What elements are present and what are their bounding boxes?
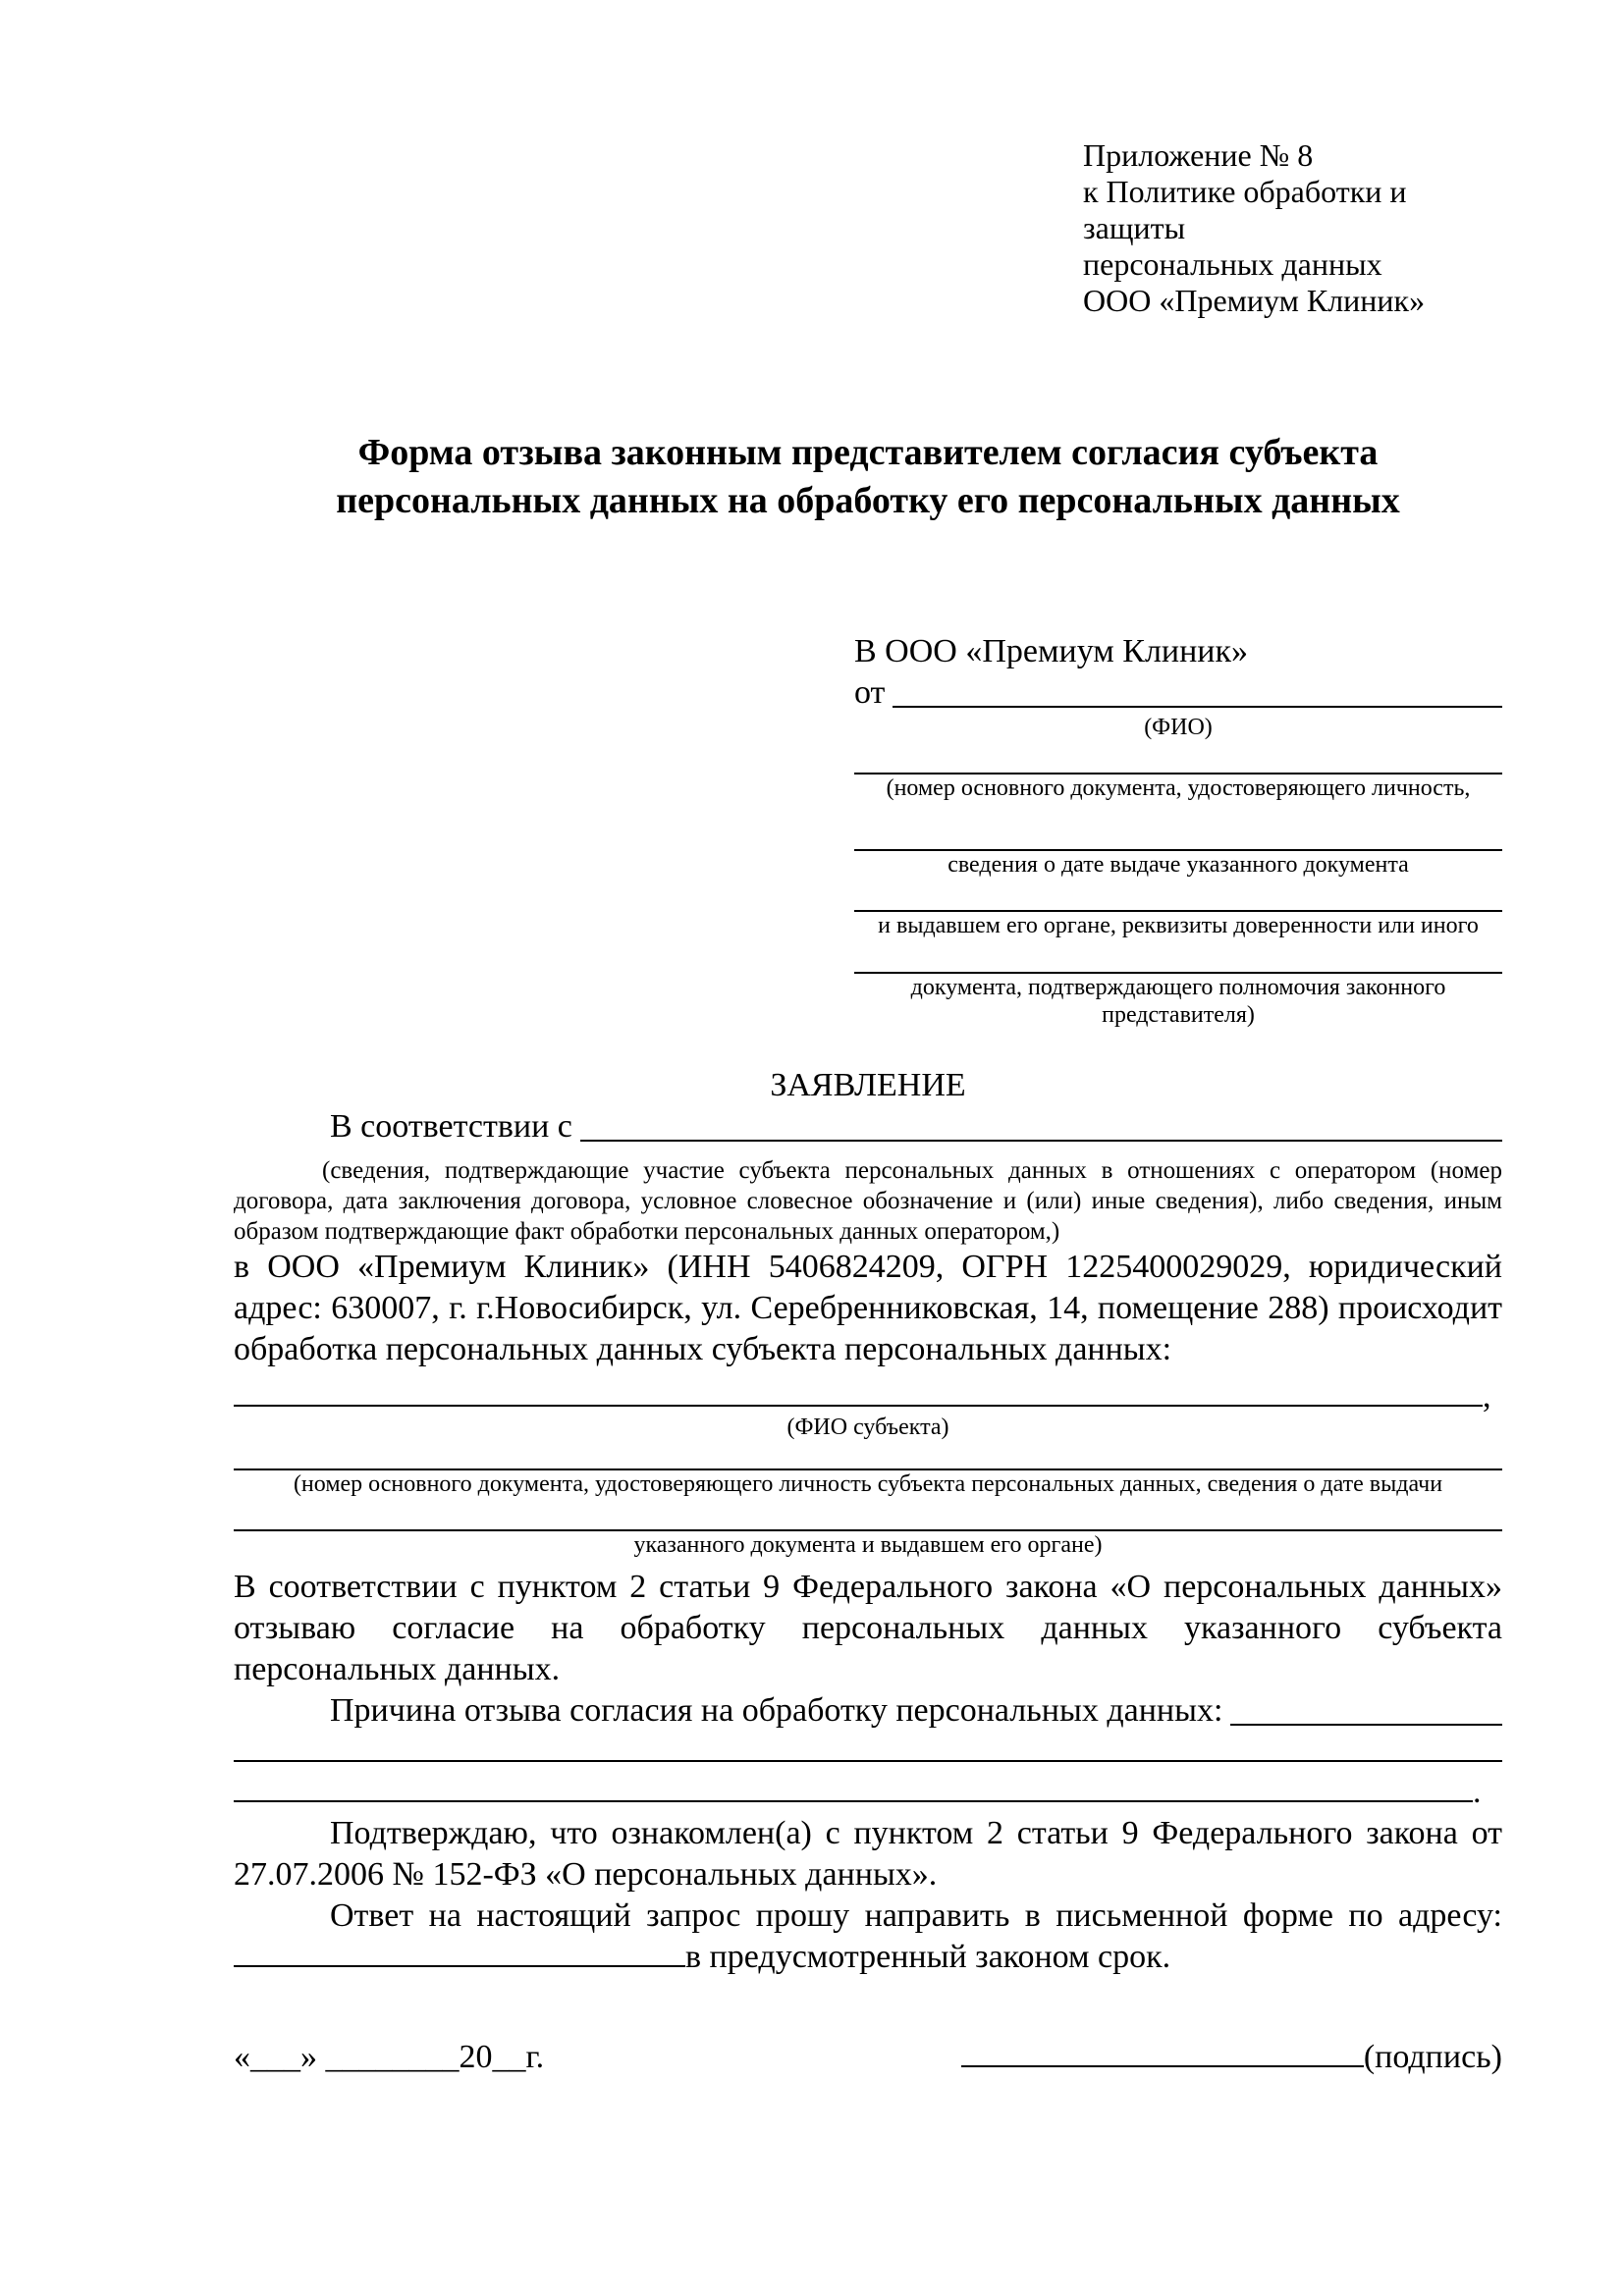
reason-row <box>234 1690 1502 1732</box>
doc-caption: (номер основного документа, удостоверяющего личность субъекта персональных данных, сведения о дате выдачи <box>293 1471 1443 1497</box>
reason-field-line <box>1230 1724 1502 1726</box>
appendix-header-line: ООО «Премиум Клиник» <box>1083 283 1426 318</box>
response-line-1: Ответ на настоящий запрос прошу направить в письменной форме по адресу: <box>330 1897 1502 1934</box>
intro-prefix: В соответствии с <box>330 1108 572 1145</box>
appendix-header-line: к Политике обработки и защиты <box>1083 174 1407 245</box>
fio-caption: (ФИО) <box>1144 715 1213 740</box>
reason-period: . <box>1473 1774 1482 1810</box>
form-title <box>234 429 1502 525</box>
withdrawal-paragraph: В соответствии с пунктом 2 статьи 9 Федерального закона «О персональных данных» отзываю согласие на обработку персональных данных указанного субъекта персональных данных. <box>234 1569 1502 1687</box>
reason-field-row-3 <box>234 1772 1502 1813</box>
appendix-header-line: персональных данных <box>1083 246 1382 282</box>
fine-print: (сведения, подтверждающие участие субъекта персональных данных в отношениях с оператором (номер договора, дата заключения договора, условное словесное обозначение и (или) иные сведения), либо сведения, иным образом подтверждающие факт обработки персональных данных оператором,) <box>234 1157 1502 1245</box>
address-field-line <box>234 1965 685 1967</box>
response-line-2 <box>234 1937 1502 1978</box>
date-line: «___» ________20__г. <box>234 2039 545 2075</box>
intro-field-line <box>580 1140 1502 1142</box>
field-caption: документа, подтверждающего полномочия законного представителя) <box>910 975 1446 1028</box>
signature-caption: (подпись) <box>1363 2039 1502 2075</box>
appendix-header <box>1083 137 1502 319</box>
response-suffix: в предусмотренный законом срок. <box>685 1939 1171 1975</box>
from-row <box>854 672 1502 714</box>
from-field-line <box>893 706 1502 708</box>
subject-comma: , <box>1483 1378 1491 1415</box>
addressee-block <box>854 631 1502 1029</box>
field-caption: и выдавшем его органе, реквизиты доверенности или иного <box>878 913 1479 938</box>
reason-label: Причина отзыва согласия на обработку персональных данных: <box>330 1692 1223 1729</box>
footer-row <box>234 2037 1502 2078</box>
operator-paragraph: в ООО «Премиум Клиник» (ИНН 5406824209, ОГРН 1225400029029, юридический адрес: 630007, г. г.Новосибирск, ул. Серебренниковская, 14, помещение 288) происходит обработка персональных данных субъекта персональных данных: <box>234 1249 1502 1367</box>
field-caption: сведения о дате выдаче указанного документа <box>947 852 1409 878</box>
reason-field-line-3 <box>234 1800 1473 1802</box>
field-caption: (номер основного документа, удостоверяющего личность, <box>886 775 1471 801</box>
subject-field-line <box>234 1405 1483 1407</box>
subject-fio-caption: (ФИО субъекта) <box>786 1415 949 1440</box>
form-title-line: персональных данных на обработку его персональных данных <box>336 480 1400 521</box>
confirm-paragraph: Подтверждаю, что ознакомлен(а) с пунктом 2 статьи 9 Федерального закона от 27.07.2006 № 152-ФЗ «О персональных данных». <box>234 1815 1502 1893</box>
doc-caption: указанного документа и выдавшем его органе) <box>633 1532 1103 1558</box>
signature-line <box>961 2065 1364 2067</box>
statement-heading: ЗАЯВЛЕНИЕ <box>770 1067 966 1103</box>
from-label: от <box>854 674 886 711</box>
reason-field-line-2 <box>234 1760 1502 1762</box>
appendix-header-line: Приложение № 8 <box>1083 137 1314 173</box>
intro-row <box>234 1106 1502 1148</box>
form-title-line: Форма отзыва законным представителем согласия субъекта <box>357 432 1379 473</box>
signature-group <box>961 2037 1502 2078</box>
subject-field-row <box>234 1380 1502 1414</box>
addressee-to: В ООО «Премиум Клиник» <box>854 633 1249 669</box>
